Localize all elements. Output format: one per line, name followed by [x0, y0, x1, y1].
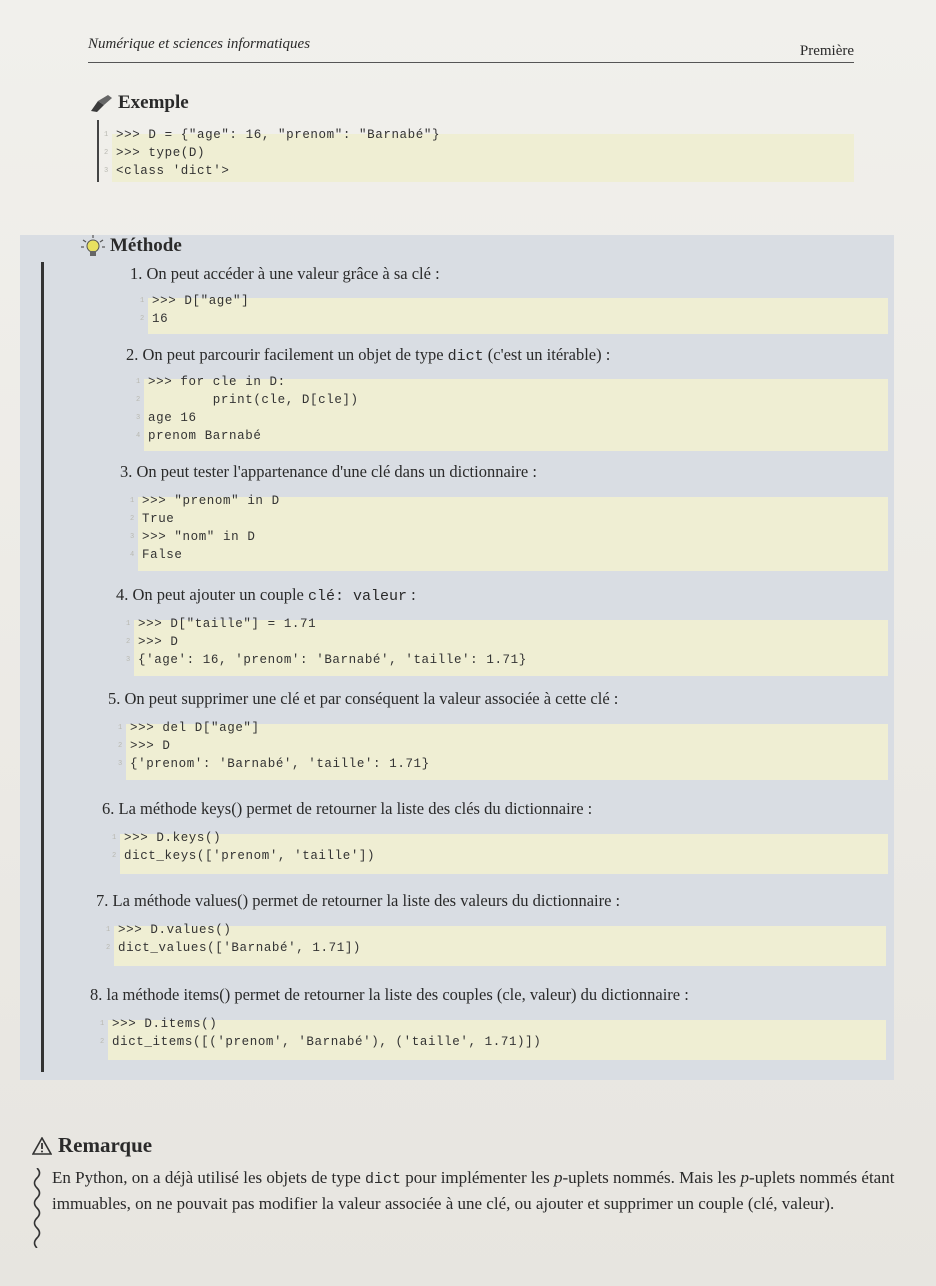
code-line: 2 True: [130, 512, 175, 526]
code-line: 1 >>> D = {"age": 16, "prenom": "Barnabé"}: [104, 128, 441, 142]
code-line: 2 dict_values(['Barnabé', 1.71]): [106, 941, 362, 955]
squiggle-decoration: [30, 1168, 44, 1248]
methode-item-3-code: [130, 494, 888, 571]
methode-item-6-code: [112, 831, 888, 874]
methode-item-1-code: [140, 294, 888, 334]
exemple-bar: [97, 120, 99, 182]
code-line: 3 age 16: [136, 411, 197, 425]
methode-title: Méthode: [110, 235, 182, 256]
remarque-text: En Python, on a déjà utilisé les objets de type dict pour implémenter les p-uplets nommés. Mais les p-uplets nommés étant immuables, on ne pouvait pas modifier la valeur associée à une clé, ou ajouter et supprimer un couple (clé, valeur).: [52, 1168, 895, 1213]
code-line: 4 prenom Barnabé: [136, 429, 262, 443]
header-rule: [88, 62, 854, 63]
methode-item-8-code: [100, 1017, 886, 1060]
code-line: 1 >>> del D["age"]: [118, 721, 260, 735]
code-line: 1 >>> D["age"]: [140, 294, 250, 308]
methode-item-7-code: [106, 923, 886, 966]
pen-icon: [88, 93, 114, 113]
code-line: 2 dict_items([('prenom', 'Barnabé'), ('taille', 1.71)]): [100, 1035, 542, 1049]
warning-icon: [32, 1137, 52, 1155]
methode-item-3-text: 3. On peut tester l'appartenance d'une clé dans un dictionnaire :: [120, 462, 537, 481]
code-line: 2 dict_keys(['prenom', 'taille']): [112, 849, 376, 863]
code-line: 3 {'age': 16, 'prenom': 'Barnabé', 'taille': 1.71}: [126, 653, 527, 667]
methode-bar: [41, 262, 44, 1072]
code-line: 1 >>> for cle in D:: [136, 375, 286, 389]
methode-item-6-text: 6. La méthode keys() permet de retourner la liste des clés du dictionnaire :: [102, 799, 593, 818]
methode-item-1-text: 1. On peut accéder à une valeur grâce à sa clé :: [130, 264, 440, 283]
code-line: 3 >>> "nom" in D: [130, 530, 256, 544]
code-line: 1 >>> "prenom" in D: [130, 494, 280, 508]
code-line: 2 16: [140, 312, 169, 326]
code-line: 3 {'prenom': 'Barnabé', 'taille': 1.71}: [118, 757, 430, 771]
exemple-heading: [88, 92, 189, 114]
methode-item-2-text: 2. On peut parcourir facilement un objet de type dict (c'est un itérable) :: [126, 345, 611, 365]
code-line: 1 >>> D.values(): [106, 923, 232, 937]
methode-item-4-text: 4. On peut ajouter un couple clé: valeur :: [116, 585, 416, 605]
code-line: 2 >>> type(D): [104, 146, 206, 160]
code-line: 3 <class 'dict'>: [104, 164, 230, 178]
methode-item-5-text: 5. On peut supprimer une clé et par conséquent la valeur associée à cette clé :: [108, 689, 619, 708]
lightbulb-icon: [80, 234, 106, 258]
code-line: 2 print(cle, D[cle]): [136, 393, 359, 407]
methode-item-2-code: [136, 375, 888, 451]
methode-heading: [80, 234, 182, 258]
code-line: 4 False: [130, 548, 183, 562]
code-line: 1 >>> D["taille"] = 1.71: [126, 617, 317, 631]
course-title: Numérique et sciences informatiques: [88, 36, 311, 52]
code-line: 2 >>> D: [126, 635, 179, 649]
methode-item-5-code: [118, 721, 888, 780]
code-line: 1 >>> D.keys(): [112, 831, 222, 845]
code-line: 2 >>> D: [118, 739, 171, 753]
methode-item-7-text: 7. La méthode values() permet de retourner la liste des valeurs du dictionnaire :: [96, 891, 621, 910]
remarque-heading: [32, 1133, 152, 1158]
exemple-title: Exemple: [118, 92, 189, 113]
exemple-code: [104, 128, 854, 182]
code-line: 1 >>> D.items(): [100, 1017, 218, 1031]
methode-item-4-code: [126, 617, 888, 676]
level-label: Première: [799, 43, 854, 59]
methode-item-8-text: 8. la méthode items() permet de retourner la liste des couples (cle, valeur) du dictionnaire :: [90, 985, 689, 1004]
remarque-title: Remarque: [58, 1133, 153, 1157]
